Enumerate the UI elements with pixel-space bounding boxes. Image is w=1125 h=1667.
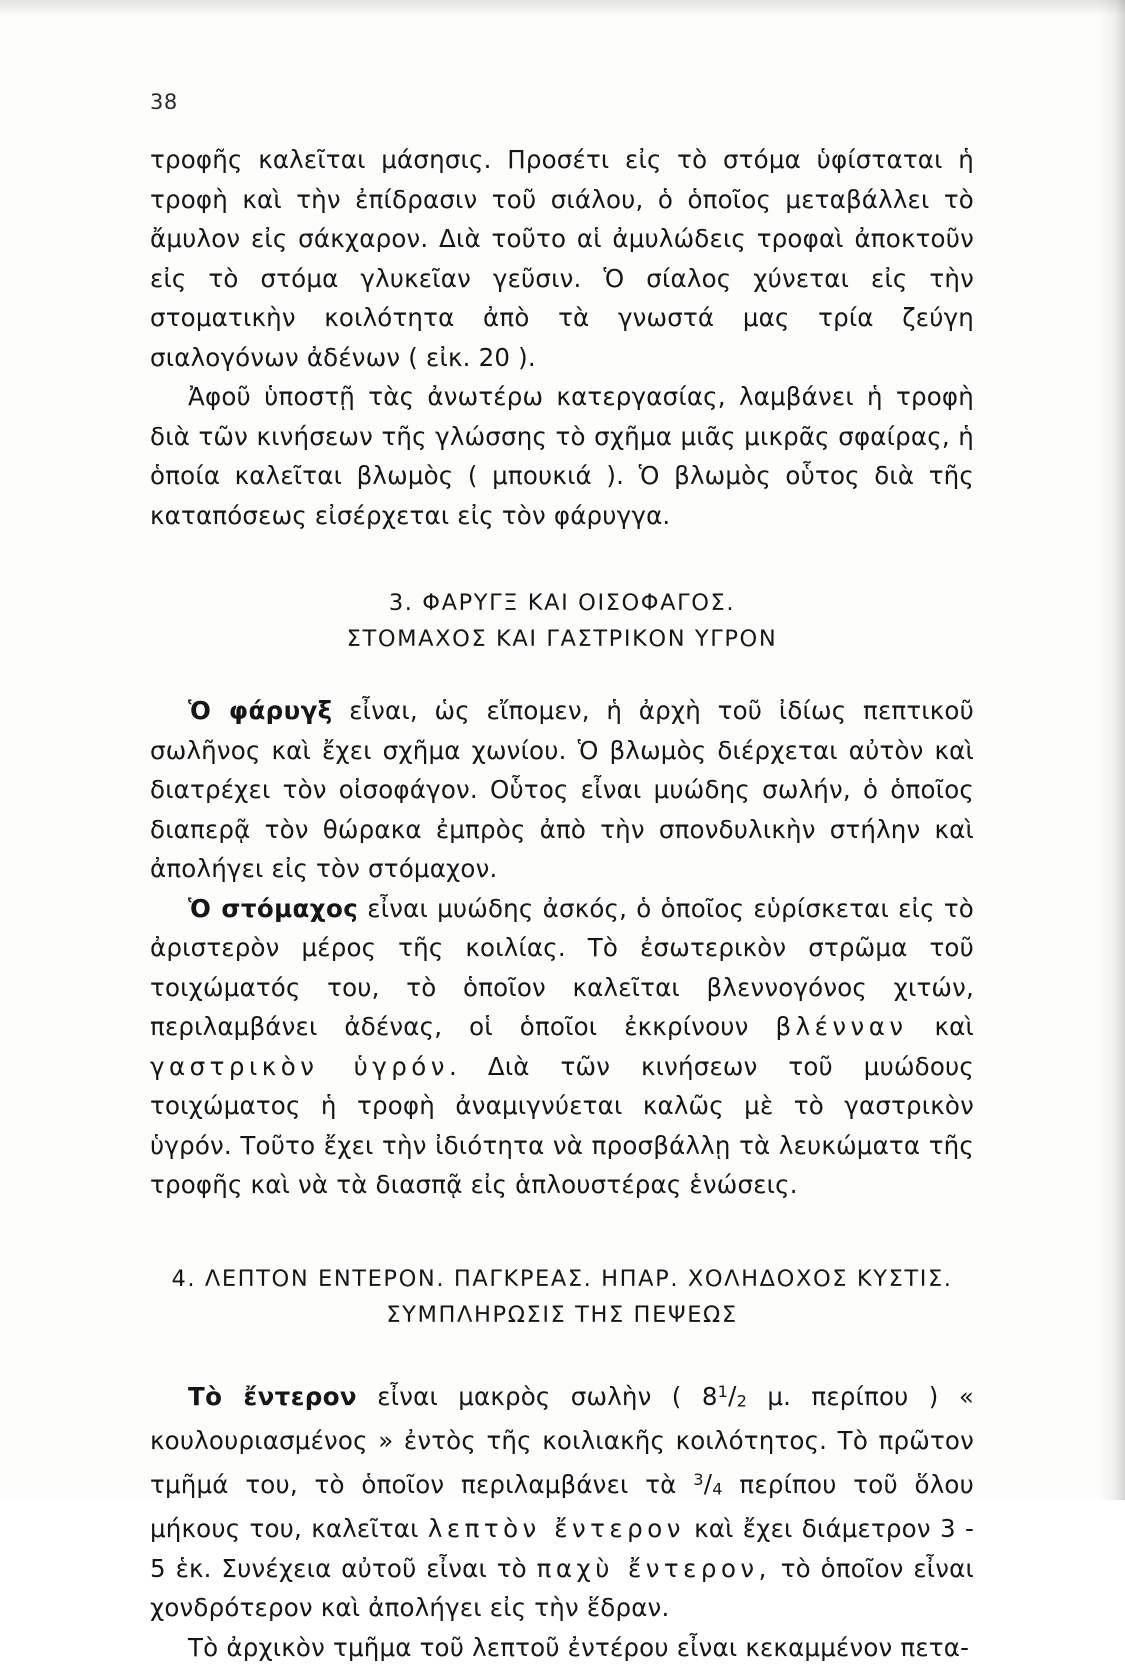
section-heading-3-line-1: 3. ΦΑΡΥΓΞ ΚΑΙ ΟΙΣΟΦΑΓΟΣ.	[388, 590, 736, 616]
paragraph-4-emphasis-1: βλένναν	[775, 1012, 908, 1041]
section-heading-3	[150, 585, 974, 657]
paragraph-1: τροφῆς καλεῖται μάσησις. Προσέτι εἰς τὸ στόμα ὑφίσταται ἡ τροφὴ καὶ τὴν ἐπίδρασιν τοῦ σιάλου, ὁ ὁποῖος μεταβάλλει τὸ ἄμυλον εἰς σάκχαρον. Διὰ τοῦτο αἱ ἀμυλώδεις τροφαὶ ἀποκτοῦν εἰς τὸ στόμα γλυκεῖαν γεῦσιν. Ὁ σίαλος χύνεται εἰς τὴν στοματικὴν κοιλότητα ἀπὸ τὰ γνωστά μας τρία ζεύγη σιαλογόνων ἀδένων ( εἰκ. 20 ).	[150, 145, 974, 372]
paragraph-4-emphasis-2: γαστρικὸν ὑγρόν	[150, 1051, 449, 1081]
paragraph-4-text-b: . Διὰ τῶν κινήσεων τοῦ μυώδους τοιχώματος ἡ τροφὴ ἀναμιγνύεται καλῶς μὲ τὸ γαστρικὸν ὑγρόν. Τοῦτο ἔχει τὴν ἰδιότητα νὰ προσβάλλῃ τὰ λευκώματα τῆς τροφῆς καὶ νὰ τὰ διασπᾷ εἰς ἁπλουστέρας ἑνώσεις.	[150, 1051, 975, 1199]
paragraph-3-text: εἶναι, ὡς εἴπομεν, ἡ ἀρχὴ τοῦ ἰδίως πεπτικοῦ σωλῆνος καὶ ἔχει σχῆμα χωνίου. Ὁ βλωμὸς διέρχεται αὐτὸν καὶ διατρέχει τὸν οἰσοφάγον. Οὗτος εἶναι μυώδης σωλήν, ὁ ὁποῖος διαπερᾷ τὸν θώρακα ἐμπρὸς ἀπὸ τὴν σπονδυλικὴν στήλην καὶ ἀπολήγει εἰς τὸν στόμαχον.	[150, 696, 974, 883]
paragraph-5-emphasis-2: παχὺ ἔντερον,	[536, 1553, 771, 1583]
paragraph-6: Τὸ ἀρχικὸν τμῆμα τοῦ λεπτοῦ ἐντέρου εἶναι κεκαμμένον πετα-	[188, 1632, 970, 1662]
fraction-three-quarters: $^3$/4	[693, 1469, 723, 1499]
paragraph-5-text-c: περίπου τοῦ ὅλου μήκους του, καλεῖται	[150, 1469, 974, 1544]
paragraph-5-lead: Τὸ ἔντερον	[188, 1381, 358, 1411]
page-number: 38	[150, 90, 178, 114]
page-content	[150, 140, 974, 1667]
paragraph-5-text-e: τὸ ὁποῖον εἶναι χονδρότερον καὶ ἀπολήγει εἰς τὴν ἕδραν.	[150, 1553, 974, 1623]
scan-shadow-right	[1099, 0, 1125, 1500]
fraction-numerator: 3	[693, 1470, 704, 1490]
section-heading-4-line-2: ΣΥΜΠΛΗΡΩΣΙΣ ΤΗΣ ΠΕΨΕΩΣ	[386, 1301, 738, 1328]
paragraph-5-emphasis-1: λεπτὸν ἔντερον	[427, 1514, 685, 1544]
paragraph-4-lead: Ὁ στόμαχος	[188, 893, 359, 923]
paragraph-3	[150, 691, 974, 889]
section-heading-4	[150, 1261, 974, 1333]
section-heading-3-line-2: ΣΤΟΜΑΧΟΣ ΚΑΙ ΓΑΣΤΡΙΚΟΝ ΥΓΡΟΝ	[346, 626, 778, 652]
paragraph-5-text-b: μ. περίπου ) « κουλουριασμένος » ἐντὸς τῆς κοιλιακῆς κοιλότητος. Τὸ πρῶτον τμῆμά του, τὸ ὁποῖον περιλαμβάνει τὰ	[150, 1381, 975, 1499]
paragraph-5	[150, 1373, 974, 1628]
paragraph-4-text-a: εἶναι μυώδης ἀσκός, ὁ ὁποῖος εὑρίσκεται εἰς τὸ ἀριστερὸν μέρος τῆς κοιλίας. Τὸ ἐσωτερικὸν στρῶμα τοῦ τοιχώματός του, τὸ ὁποῖον καλεῖται βλεννογόνος χιτών, περιλαμβάνει ἀδένας, οἱ ὁποῖοι ἐκκρίνουν	[150, 893, 974, 1041]
paragraph-3-lead: Ὁ φάρυγξ	[188, 696, 333, 725]
paragraph-4	[150, 889, 974, 1205]
scan-shadow-top	[0, 0, 1125, 16]
paragraph-5-text-d: καὶ ἔχει διάμετρον 3 - 5 ἑκ. Συνέχεια αὐτοῦ εἶναι τὸ	[150, 1514, 974, 1583]
paragraph-5-text-a: εἶναι μακρὸς σωλὴν ( 8	[357, 1381, 718, 1411]
fraction-denominator: 2	[736, 1391, 748, 1411]
paragraph-2: Ἀφοῦ ὑποστῇ τὰς ἀνωτέρω κατεργασίας, λαμβάνει ἡ τροφὴ διὰ τῶν κινήσεων τῆς γλώσσης τὸ σχῆμα μιᾶς μικρᾶς σφαίρας, ἡ ὁποία καλεῖται βλωμὸς ( μπουκιά ). Ὁ βλωμὸς οὗτος διὰ τῆς καταπόσεως εἰσέρχεται εἰς τὸν φάρυγγα.	[150, 382, 974, 530]
section-heading-4-line-1: 4. ΛΕΠΤΟΝ ΕΝΤΕΡΟΝ. ΠΑΓΚΡΕΑΣ. ΗΠΑΡ. ΧΟΛΗΔΟΧΟΣ ΚΥΣΤΙΣ.	[171, 1265, 953, 1292]
paragraph-4-text-mid: καὶ	[907, 1012, 975, 1041]
fraction-one-half: $^1$/2	[717, 1381, 748, 1411]
fraction-numerator: 1	[717, 1382, 729, 1402]
fraction-denominator: 4	[712, 1479, 723, 1499]
